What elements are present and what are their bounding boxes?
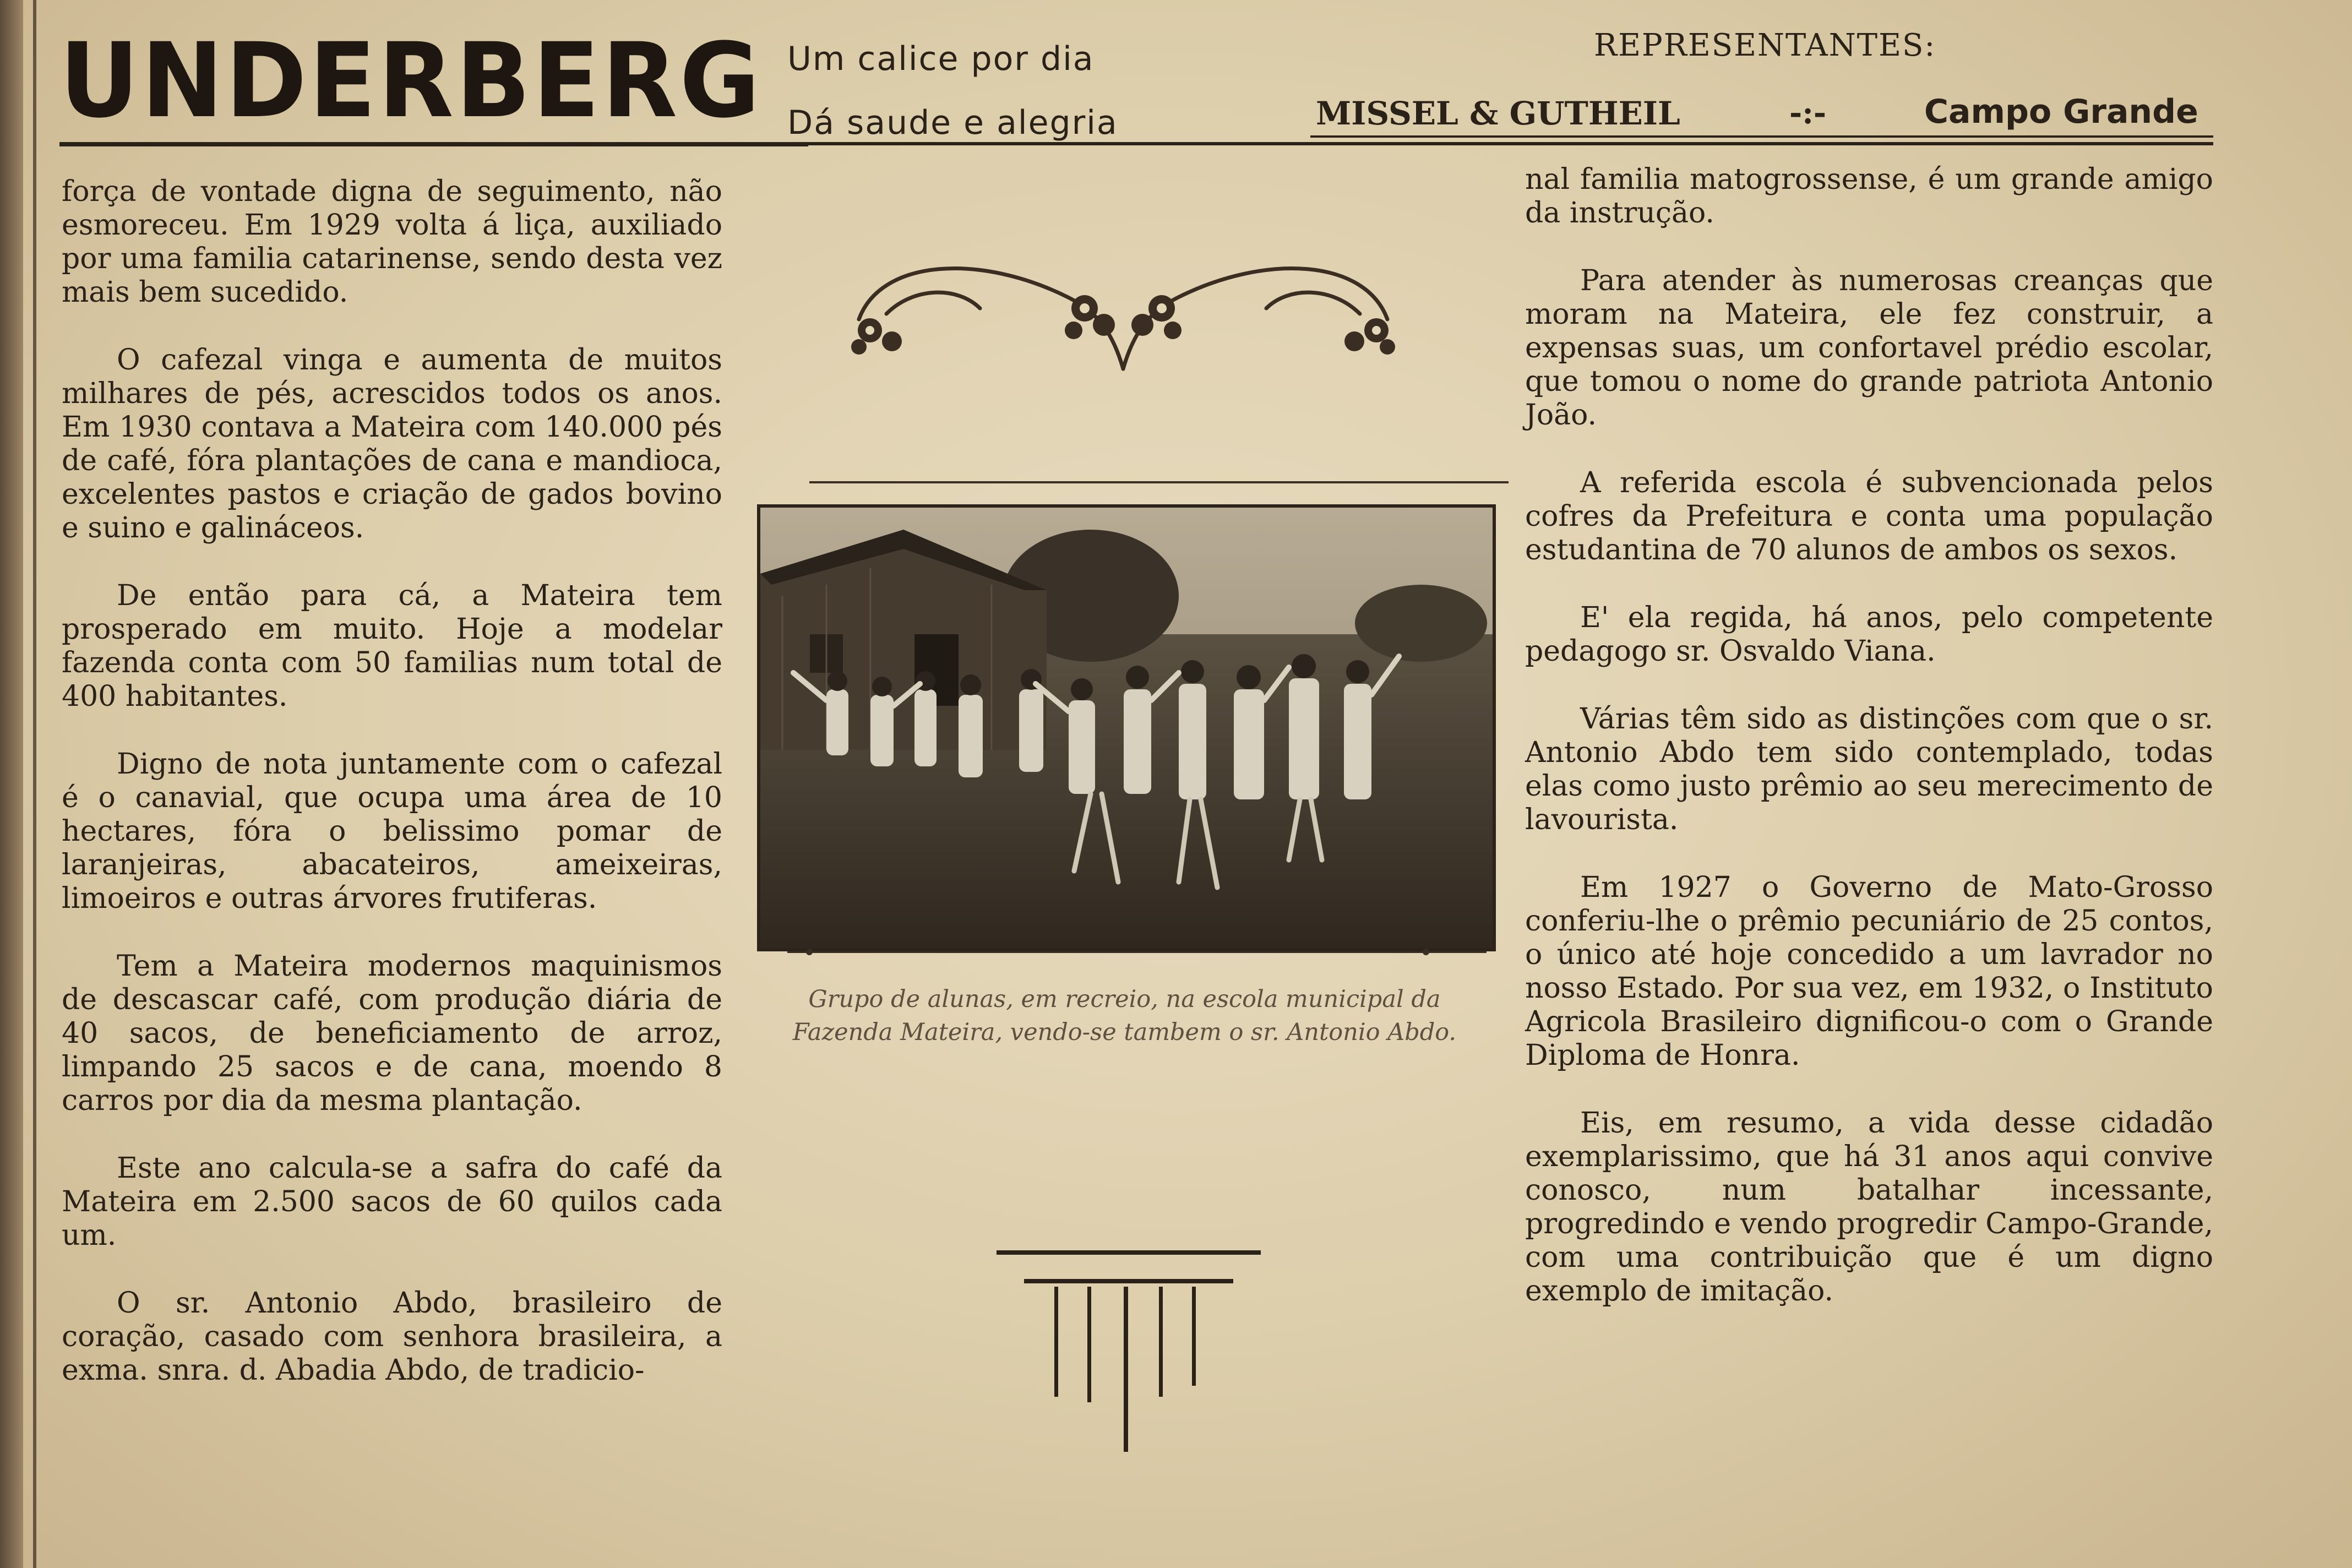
left-paragraph-3: De então para cá, a Mateira tem prosperado em muito. Hoje a modelar fazenda conta com 50 familias num total de 400 habitantes. [62,579,722,713]
header-rule-left [59,142,808,146]
right-paragraph-2: Para atender às numerosas creanças que moram na Mateira, ele fez construir, a expensas suas, um confortavel prédio escolar, que tomou o nome do grande patriota Antonio João. [1525,264,2213,432]
left-paragraph-5: Tem a Mateira modernos maquinismos de descascar café, com produção diária de 40 sacos, de beneficiamento de arroz, limpando 25 sacos e de cana, moendo 8 carros por dia da mesma plantação. [62,950,722,1117]
right-article-column [1525,163,2213,1342]
school-recess-image [760,508,1493,948]
right-paragraph-5: Várias têm sido as distinções com que o sr. Antonio Abdo tem sido contemplado, todas elas como justo prêmio ao seu merecimento de lavourista. [1525,703,2213,836]
page-binding-edge [0,0,23,1568]
left-article-column [62,175,722,1422]
photo-top-rule [809,480,1509,484]
representatives-name: MISSEL & GUTHEIL [1316,95,1680,132]
slogan-line-2: Dá saude e alegria [787,104,1118,142]
representatives-label: REPRESENTANTES: [1594,28,1936,63]
left-paragraph-1: força de vontade digna de seguimento, não esmoreceu. Em 1929 volta á liça, auxiliado por uma familia catarinense, sendo desta vez mais bem sucedido. [62,175,722,309]
photo-caption: Grupo de alunas, em recreio, na escola municipal da Fazenda Mateira, vendo-se tambem o sr. Antonio Abdo. [792,986,1457,1046]
left-paragraph-4: Digno de nota juntamente com o cafezal é o canavial, que ocupa uma área de 10 hectares, fóra o belissimo pomar de laranjeiras, abacateiros, ameixeiras, limoeiros e outras árvores frutiferas. [62,748,722,915]
slogan-line-1: Um calice por dia [787,40,1095,78]
column-ornament-icon [991,1247,1266,1456]
right-paragraph-1: nal familia matogrossense, é um grande amigo da instrução. [1525,163,2213,230]
floral-ornament-icon [837,237,1409,374]
left-paragraph-6: Este ano calcula-se a safra do café da Mateira em 2.500 sacos de 60 quilos cada um. [62,1152,722,1252]
school-photo [757,504,1496,951]
header-separator: -:- [1789,95,1827,131]
right-paragraph-4: E' ela regida, há anos, pelo competente pedagogo sr. Osvaldo Viana. [1525,601,2213,668]
left-paragraph-2: O cafezal vinga e aumenta de muitos milhares de pés, acrescidos todos os anos. Em 1930 contava a Mateira com 140.000 pés de café, fóra plantações de cana e mandioca, excelentes pastos e criação de gados bovino e suino e galináceos. [62,344,722,545]
header-rule-right [1310,135,2213,138]
header-rule-main [771,142,2213,145]
representatives-city: Campo Grande [1924,92,2198,131]
right-paragraph-6: Em 1927 o Governo de Mato-Grosso conferiu-lhe o prêmio pecuniário de 25 contos, o único até hoje concedido a um lavrador no nosso Estado. Por sua vez, em 1932, o Instituto Agricola Brasileiro dignificou-o com o Grande Diploma de Honra. [1525,871,2213,1072]
page-margin-rule [33,0,36,1568]
brand-title: UNDERBERG [59,20,763,141]
photo-bottom-rule [787,948,1487,956]
right-paragraph-3: A referida escola é subvencionada pelos cofres da Prefeitura e conta uma população estudantina de 70 alunos de ambos os sexos. [1525,466,2213,567]
left-paragraph-7: O sr. Antonio Abdo, brasileiro de coração, casado com senhora brasileira, a exma. snra. d. Abadia Abdo, de tradicio- [62,1287,722,1387]
right-paragraph-7: Eis, em resumo, a vida desse cidadão exemplarissimo, que há 31 anos aqui convive conosco, num batalhar incessante, progredindo e vendo progredir Campo-Grande, com uma contribuição que é um digno exemplo de imitação. [1525,1107,2213,1308]
